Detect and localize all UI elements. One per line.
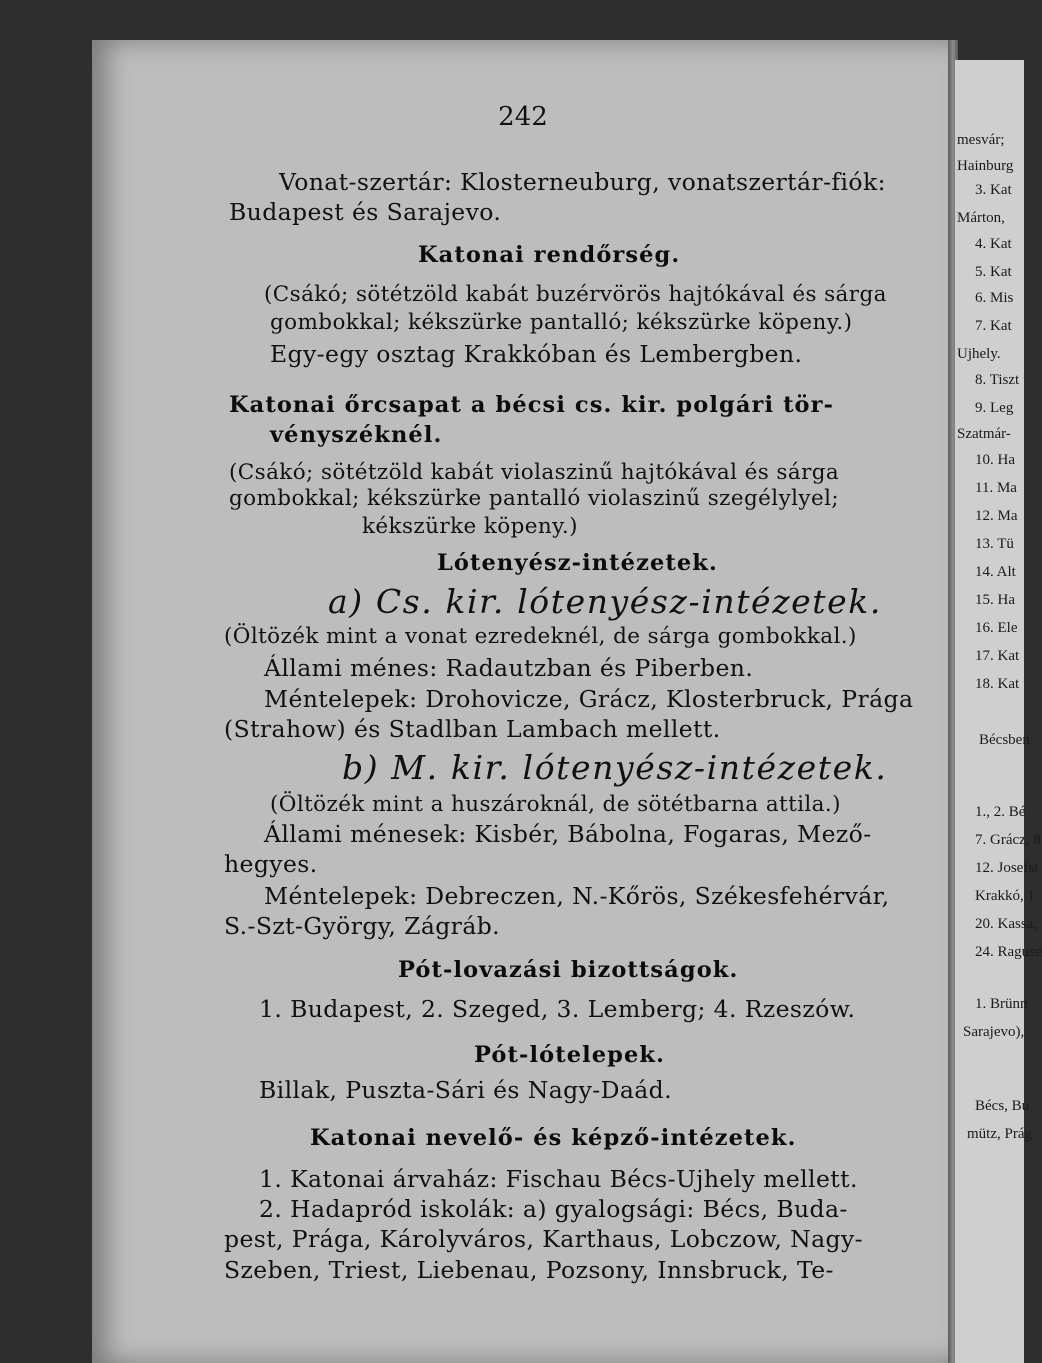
page-number: 242	[498, 102, 548, 132]
margin-fragment: 1., 2. Bé	[975, 804, 1026, 820]
margin-fragment: 6. Mis	[975, 290, 1014, 306]
text-line: Méntelepek: Debreczen, N.-Kőrös, Székesfehérvár,	[264, 882, 890, 910]
margin-fragment: 11. Ma	[975, 480, 1017, 496]
text-line: Budapest és Sarajevo.	[229, 198, 502, 226]
margin-fragment: 10. Ha	[975, 452, 1015, 468]
margin-fragment: 24. Raguse	[975, 944, 1042, 960]
margin-fragment: 3. Kat	[975, 182, 1012, 198]
section-heading: Pót-lótelepek.	[474, 1042, 666, 1068]
text-line: kékszürke köpeny.)	[362, 514, 578, 539]
margin-fragment: 4. Kat	[975, 236, 1012, 252]
text-line: Állami ménesek: Kisbér, Bábolna, Fogaras, Mező-	[264, 820, 872, 848]
margin-fragment: 5. Kat	[975, 264, 1012, 280]
text-line: (Csákó; sötétzöld kabát violaszinű hajtókával és sárga	[229, 460, 840, 485]
margin-fragment: Ujhely.	[957, 346, 1001, 362]
section-heading: Katonai őrcsapat a bécsi cs. kir. polgári tör-	[229, 392, 835, 418]
text-line: Méntelepek: Drohovicze, Grácz, Klosterbruck, Prága	[264, 685, 914, 713]
margin-fragment: 12. Ma	[975, 508, 1018, 524]
margin-fragment: Krakkó, 1	[975, 888, 1035, 904]
section-heading: Katonai nevelő- és képző-intézetek.	[310, 1125, 797, 1151]
margin-fragment: 1. Brünn	[975, 996, 1028, 1012]
text-line: Vonat-szertár: Klosterneuburg, vonatszertár-fiók:	[279, 168, 886, 196]
section-heading: Lótenyész-intézetek.	[437, 550, 718, 576]
book-page	[92, 40, 954, 1363]
text-line: Egy-egy osztag Krakkóban és Lembergben.	[270, 340, 803, 368]
text-line: gombokkal; kékszürke pantalló violaszinű szegélylyel;	[229, 486, 839, 511]
text-line: gombokkal; kékszürke pantalló; kékszürke köpeny.)	[270, 310, 853, 335]
adjacent-page-edge	[955, 60, 1042, 1363]
margin-fragment: 17. Kat	[975, 648, 1020, 664]
text-line: (Öltözék mint a vonat ezredeknél, de sárga gombokkal.)	[224, 624, 857, 649]
text-line: hegyes.	[224, 850, 318, 878]
text-line: (Öltözék mint a huszároknál, de sötétbarna attila.)	[270, 792, 841, 817]
text-line: 2. Hadapród iskolák: a) gyalogsági: Bécs, Buda-	[259, 1195, 848, 1223]
margin-fragment: mesvár;	[957, 132, 1005, 148]
margin-fragment: Bécsben	[979, 732, 1030, 748]
section-heading: Pót-lovazási bizottságok.	[398, 957, 739, 983]
text-line: (Strahow) és Stadlban Lambach mellett.	[224, 715, 721, 743]
text-line: 1. Katonai árvaház: Fischau Bécs-Ujhely mellett.	[259, 1165, 858, 1193]
margin-fragment: Sarajevo),	[963, 1024, 1025, 1040]
margin-fragment: Bécs, Bu	[975, 1098, 1030, 1114]
margin-fragment: 14. Alt	[975, 564, 1016, 580]
text-line: 1. Budapest, 2. Szeged, 3. Lemberg; 4. Rzeszów.	[259, 995, 856, 1023]
margin-fragment: 7. Kat	[975, 318, 1012, 334]
margin-fragment: Hainburg	[957, 158, 1014, 174]
section-heading: Katonai rendőrség.	[418, 242, 681, 268]
margin-fragment: 12. Josefst	[975, 860, 1039, 876]
section-heading: vényszéknél.	[270, 422, 443, 448]
text-line: pest, Prága, Károlyváros, Karthaus, Lobczow, Nagy-	[224, 1225, 863, 1253]
subsection-heading: b) M. kir. lótenyész-intézetek.	[342, 748, 888, 787]
text-line: Állami ménes: Radautzban és Piberben.	[264, 654, 754, 682]
margin-fragment: Szatmár-	[957, 426, 1011, 442]
subsection-heading: a) Cs. kir. lótenyész-intézetek.	[328, 582, 882, 621]
margin-fragment: mütz, Prág	[967, 1126, 1032, 1142]
text-line: Billak, Puszta-Sári és Nagy-Daád.	[259, 1076, 672, 1104]
margin-fragment: 8. Tiszt	[975, 372, 1020, 388]
margin-fragment: 13. Tü	[975, 536, 1014, 552]
margin-fragment: 9. Leg	[975, 400, 1014, 416]
margin-fragment: Márton,	[957, 210, 1005, 226]
margin-fragment: 18. Kat	[975, 676, 1020, 692]
text-line: S.-Szt-György, Zágráb.	[224, 912, 501, 940]
text-line: Szeben, Triest, Liebenau, Pozsony, Innsbruck, Te-	[224, 1256, 834, 1284]
margin-fragment: 16. Ele	[975, 620, 1018, 636]
text-line: (Csákó; sötétzöld kabát buzérvörös hajtókával és sárga	[264, 282, 887, 307]
margin-fragment: 15. Ha	[975, 592, 1015, 608]
margin-fragment: 20. Kassa,	[975, 916, 1038, 932]
margin-fragment: 7. Grácz, 8	[975, 832, 1041, 848]
